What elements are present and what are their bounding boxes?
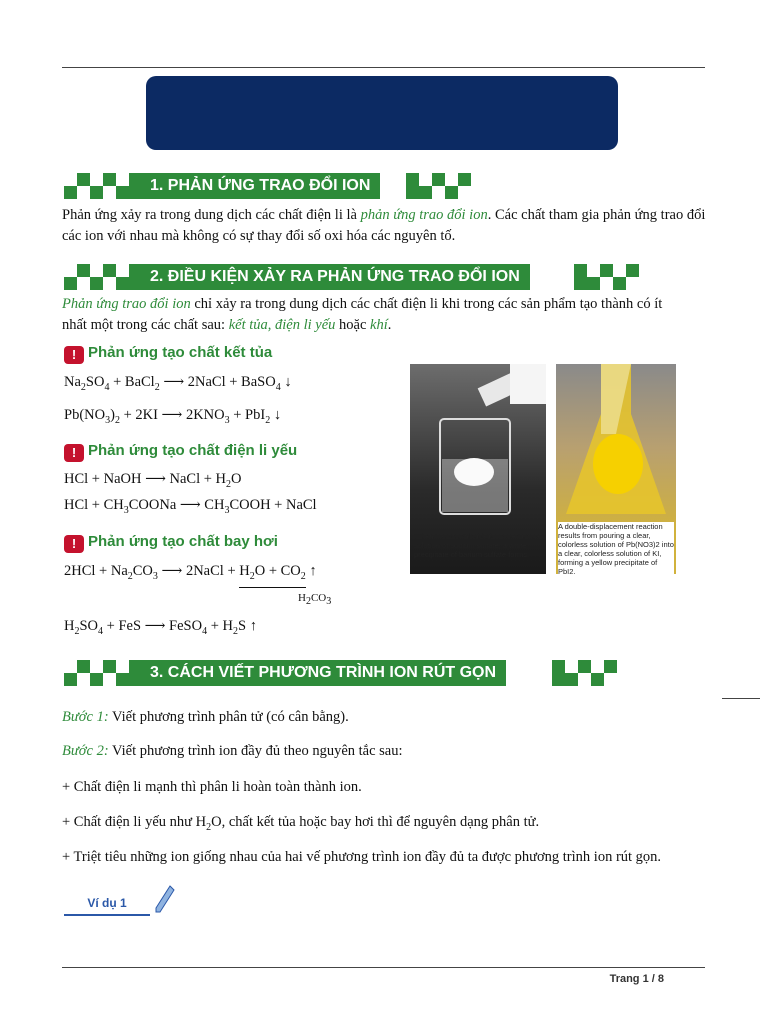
equation: $Pb(NO_3)_2 + 2KI$ ⟶ $2KNO_3 + PbI_2$ ↓ — [64, 407, 282, 426]
subheading-label: Phản ứng tạo chất điện li yếu — [88, 442, 298, 459]
text: . Các chất tham gia phản ứng trao đổi các ion với nhau mà không có sự thay đổi số oxi hóa các nguyên tố. — [62, 207, 706, 244]
section-3-header — [64, 660, 620, 686]
checker-left-decoration — [64, 660, 144, 686]
photo-caption: When barium chloride is poured into a solution of sodium sulfate, a white precipitate of barium sulfate forms. — [414, 532, 541, 559]
subheading-gas — [64, 532, 278, 553]
step-1 — [62, 707, 349, 727]
step-label: Bước 1: — [62, 709, 109, 725]
equation: $2HCl + Na_2CO_3$ ⟶ 2NaCl + $H_2O + CO_2$ ↑ — [64, 561, 317, 588]
checker-left-decoration — [64, 173, 144, 199]
photo-barium-sulfate — [410, 364, 546, 574]
section-title: 3. CÁCH VIẾT PHƯƠNG TRÌNH ION RÚT GỌN — [140, 660, 506, 686]
step-label: Bước 2: — [62, 743, 109, 759]
pencil-icon — [154, 884, 176, 914]
photo-lead-iodide — [556, 364, 676, 574]
rule-1: + Chất điện li mạnh thì phân li hoàn toàn thành ion. — [62, 779, 362, 795]
highlight-term: kết tủa, điện li yếu — [228, 317, 336, 333]
equation: $Na_2SO_4$ + BaCl$_2$ ⟶ 2NaCl + BaSO$_4$ ↓ — [64, 374, 292, 393]
beaker-illustration — [410, 364, 546, 524]
equation: HCl + $CH_3COONa$ ⟶ $CH_3COOH$ + NaCl — [64, 497, 317, 516]
subheading-label: Phản ứng tạo chất bay hơi — [88, 533, 278, 550]
subheading-precipitate — [64, 343, 272, 364]
step-text: Viết phương trình ion đầy đủ theo nguyên tắc sau: — [108, 743, 403, 759]
section-1-paragraph — [62, 205, 707, 247]
top-rule — [62, 67, 705, 68]
alert-icon: ! — [64, 444, 84, 462]
text: hoặc — [335, 317, 371, 333]
highlight-term: Phản ứng trao đổi ion — [62, 296, 191, 312]
photo-caption: A double-displacement reaction results from pouring a clear, colorless solution of Pb(NO3)2 into a clear, colorless solution of KI, forming a yellow precipitate of PbI2. — [558, 522, 674, 576]
text: O, chất kết tủa hoặc bay hơi thì để nguyên dạng phân tử. — [211, 814, 540, 830]
alert-icon: ! — [64, 346, 84, 364]
highlight-term: phản ứng trao đổi ion — [360, 207, 488, 223]
section-1-header — [64, 173, 474, 199]
checker-left-decoration — [64, 264, 144, 290]
checker-right-decoration — [406, 173, 474, 199]
text: . — [387, 317, 392, 333]
page-number: Trang 1 / 8 — [609, 973, 664, 985]
text: chỉ xảy ra trong dung dịch các chất điện li khi trong các sản phẩm tạo thành có ít nhất một trong các chất sau: — [62, 296, 663, 333]
subheading-weak-electrolyte — [64, 441, 297, 462]
equation: $H_2SO_4$ + FeS ⟶ FeSO$_4$ + $H_2S$ ↑ — [64, 618, 257, 637]
checker-right-decoration — [552, 660, 620, 686]
highlight-term: khí — [370, 317, 388, 333]
example-label: Ví dụ 1 — [64, 894, 150, 916]
section-title: 1. PHẢN ỨNG TRAO ĐỔI ION — [140, 173, 380, 199]
rule-2: + Chất điện li yếu như $H_2O$, chất kết tủa hoặc bay hơi thì để nguyên dạng phân tử. — [62, 814, 540, 833]
flask-illustration — [556, 364, 676, 519]
section-title: 2. ĐIỀU KIỆN XẢY RA PHẢN ỨNG TRAO ĐỔI ION — [140, 264, 530, 290]
bottom-rule — [62, 967, 705, 968]
section-2-paragraph — [62, 294, 682, 336]
side-rule — [722, 698, 760, 699]
step-2 — [62, 741, 403, 761]
title-banner — [146, 76, 618, 150]
text: Phản ứng xảy ra trong dung dịch các chất điện li là — [62, 207, 361, 223]
subheading-label: Phản ứng tạo chất kết tủa — [88, 344, 273, 361]
step-text: Viết phương trình phân tử (có cân bằng). — [108, 709, 349, 725]
rule-3: + Triệt tiêu những ion giống nhau của hai vế phương trình ion đầy đủ ta được phương trình ion rút gọn. — [62, 849, 662, 865]
equation: HCl + NaOH ⟶ NaCl + $H_2O$ — [64, 471, 242, 490]
checker-right-decoration — [574, 264, 642, 290]
section-2-header — [64, 264, 644, 290]
equation-brace-label: $H_2CO_3$ — [298, 592, 332, 608]
text: + Chất điện li yếu như H — [62, 814, 207, 830]
alert-icon: ! — [64, 535, 84, 553]
